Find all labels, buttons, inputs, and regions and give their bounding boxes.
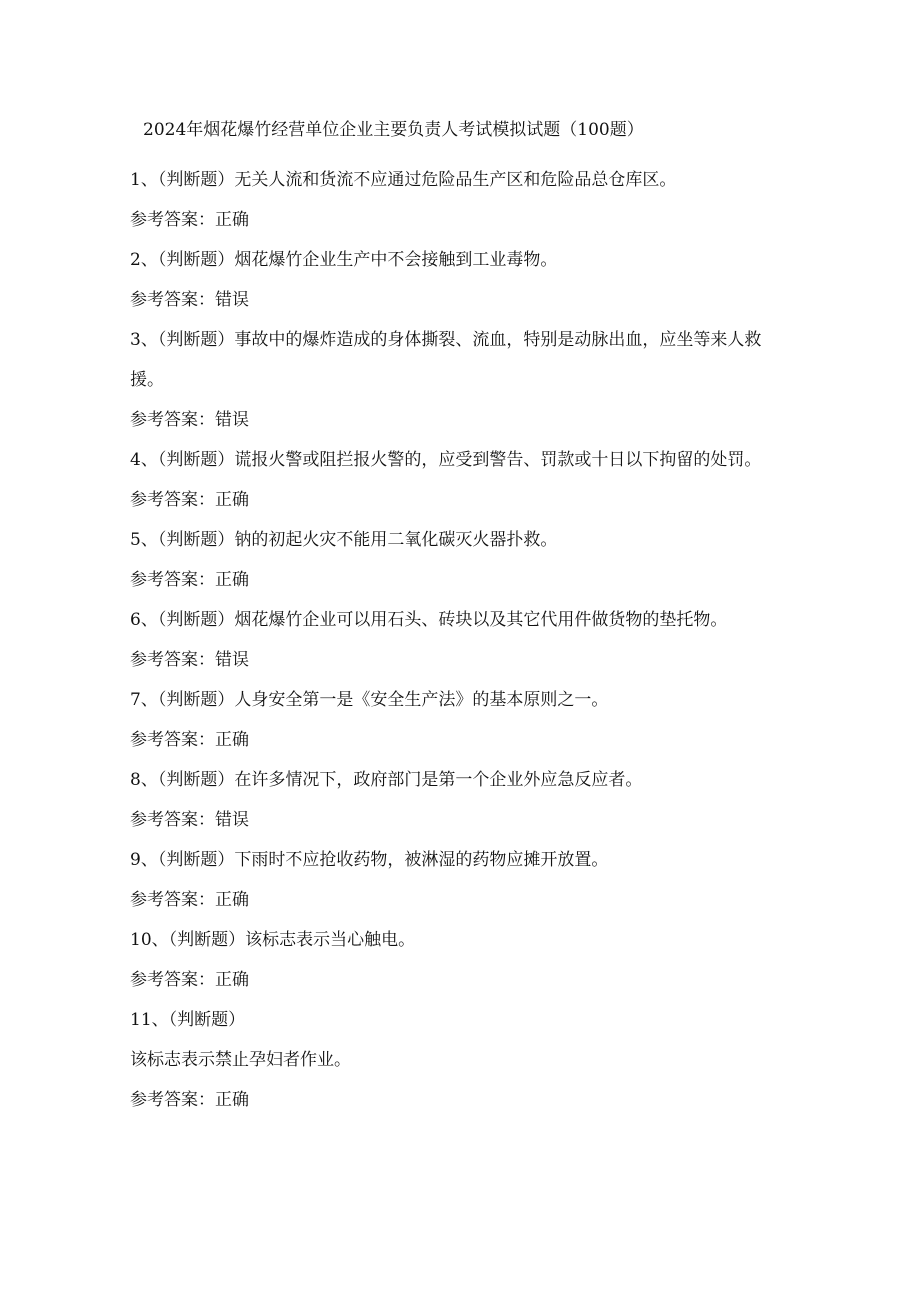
question-text: 3、（判断题）事故中的爆炸造成的身体撕裂、流血，特别是动脉出血，应坐等来人救援。 — [130, 330, 762, 390]
question-text: 7、（判断题）人身安全第一是《安全生产法》的基本原则之一。 — [130, 690, 609, 710]
answer-value: 正确 — [215, 890, 249, 910]
question-text: 8、（判断题）在许多情况下，政府部门是第一个企业外应急反应者。 — [130, 770, 643, 790]
answer-value: 错误 — [215, 290, 249, 310]
question-text: 6、（判断题）烟花爆竹企业可以用石头、砖块以及其它代用件做货物的垫托物。 — [130, 610, 728, 630]
answer-value: 正确 — [215, 1090, 249, 1110]
answer-prefix: 参考答案： — [130, 210, 215, 230]
question-text: 9、（判断题）下雨时不应抢收药物，被淋湿的药物应摊开放置。 — [130, 850, 609, 870]
answer-prefix: 参考答案： — [130, 650, 215, 670]
answer-line — [130, 1088, 795, 1128]
answer-prefix: 参考答案： — [130, 890, 215, 910]
question-text: 11、（判断题） — [130, 1010, 246, 1030]
answer-prefix: 参考答案： — [130, 490, 215, 510]
answer-line — [130, 648, 795, 688]
answer-value: 正确 — [215, 730, 249, 750]
answer-value: 错误 — [215, 810, 249, 830]
answer-line — [130, 968, 795, 1008]
answer-value: 正确 — [215, 210, 249, 230]
answer-prefix: 参考答案： — [130, 1090, 215, 1110]
answer-value: 错误 — [215, 410, 249, 430]
answer-line — [130, 568, 795, 608]
question-text-continued: 该标志表示禁止孕妇者作业。 — [130, 1050, 351, 1070]
answer-value: 错误 — [215, 650, 249, 670]
question-text: 5、（判断题）钠的初起火灾不能用二氧化碳灭火器扑救。 — [130, 530, 558, 550]
answer-prefix: 参考答案： — [130, 730, 215, 750]
answer-line — [130, 888, 795, 928]
question-text: 4、（判断题）谎报火警或阻拦报火警的，应受到警告、罚款或十日以下拘留的处罚。 — [130, 450, 762, 470]
answer-prefix: 参考答案： — [130, 290, 215, 310]
document-title: 2024年烟花爆竹经营单位企业主要负责人考试模拟试题（100题） — [143, 120, 644, 140]
answer-line — [130, 728, 795, 768]
answer-line — [130, 208, 795, 248]
answer-value: 正确 — [215, 490, 249, 510]
answer-prefix: 参考答案： — [130, 970, 215, 990]
answer-line — [130, 808, 795, 848]
answer-prefix: 参考答案： — [130, 570, 215, 590]
answer-line — [130, 488, 795, 528]
question-text: 10、（判断题）该标志表示当心触电。 — [130, 930, 416, 950]
answer-value: 正确 — [215, 970, 249, 990]
answer-prefix: 参考答案： — [130, 410, 215, 430]
answer-prefix: 参考答案： — [130, 810, 215, 830]
question-text: 1、（判断题）无关人流和货流不应通过危险品生产区和危险品总仓库区。 — [130, 170, 677, 190]
answer-value: 正确 — [215, 570, 249, 590]
question-list — [130, 168, 795, 1128]
question-text: 2、（判断题）烟花爆竹企业生产中不会接触到工业毒物。 — [130, 250, 558, 270]
